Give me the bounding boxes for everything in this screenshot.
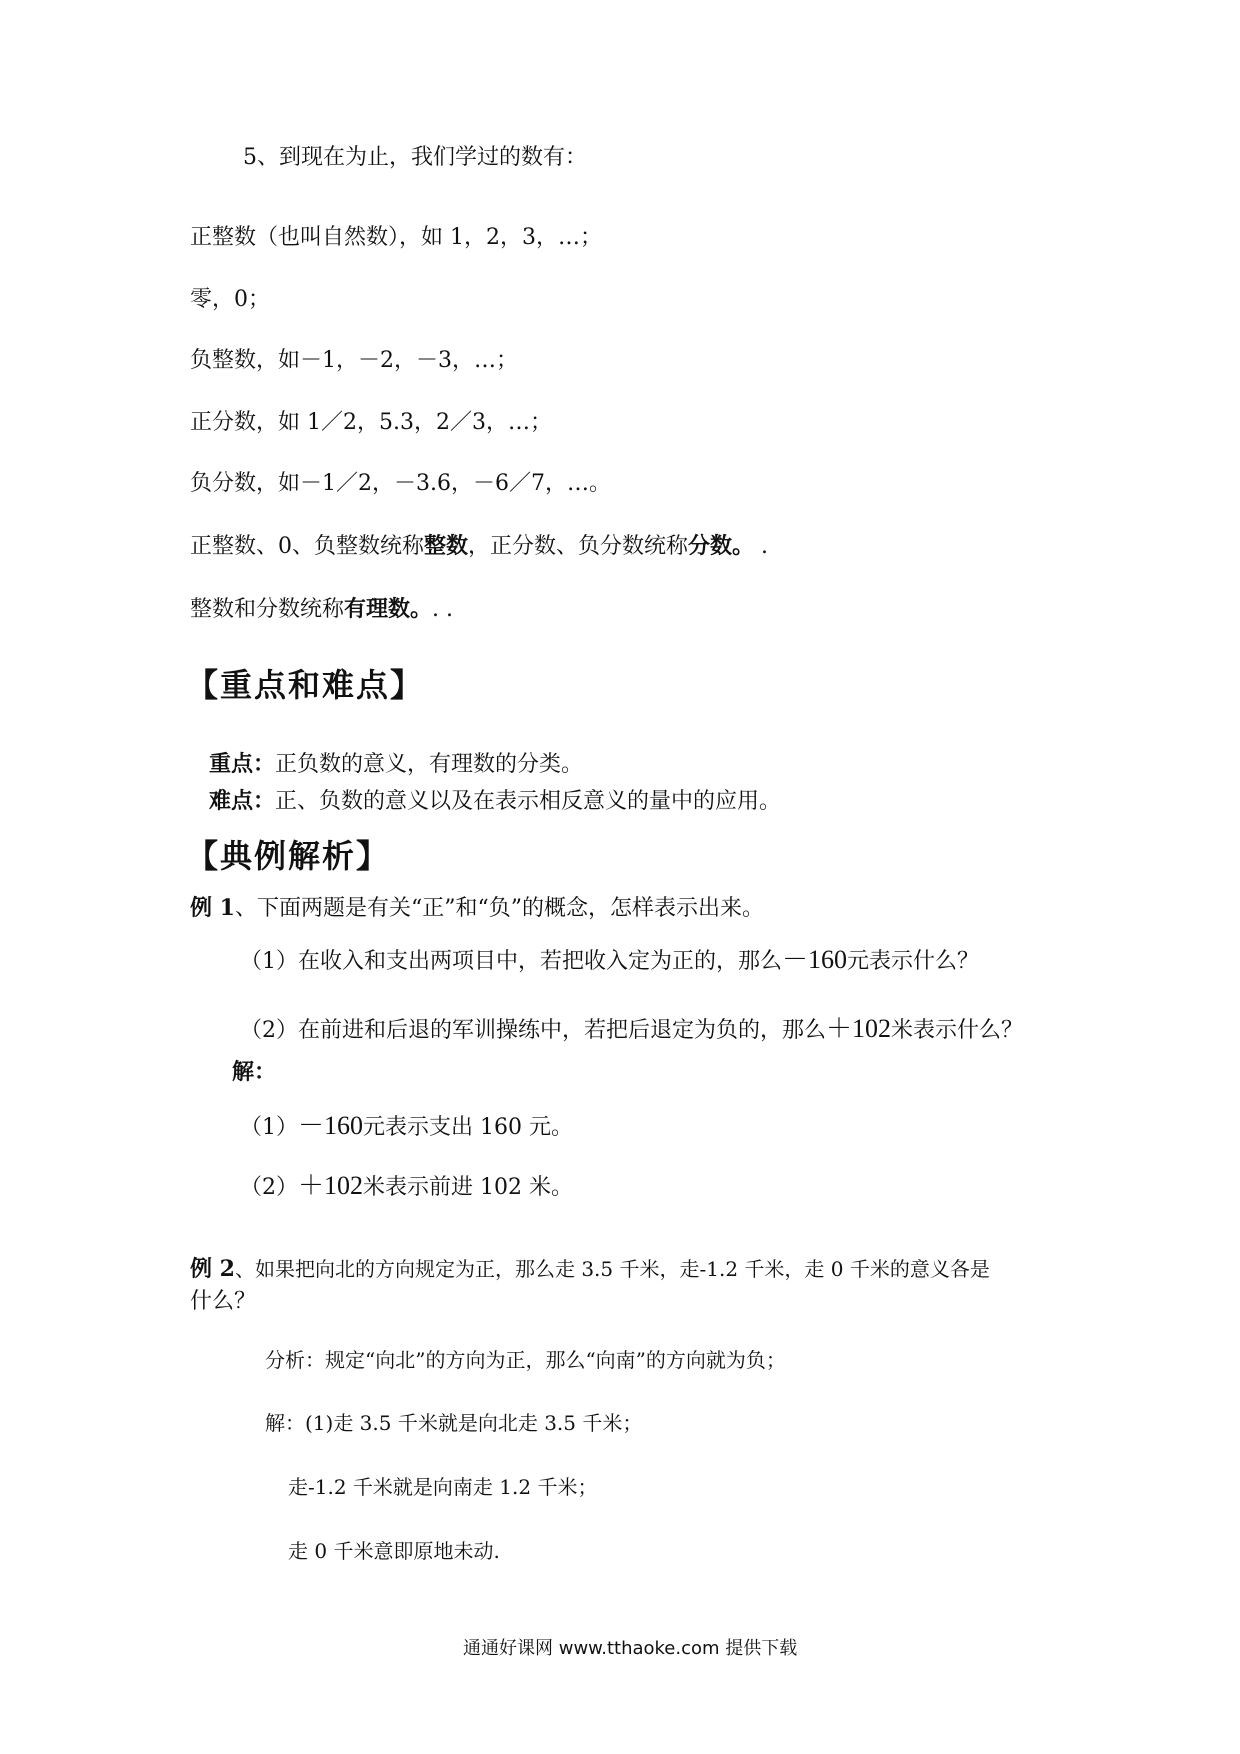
list-item: 零，0； — [190, 287, 270, 312]
summary-text: 整数和分数统称 — [190, 597, 345, 622]
question-text: （1）在收入和支出两项目中，若把收入定为正的，那么 — [240, 949, 782, 974]
focus-text: 正负数的意义，有理数的分类。 — [275, 752, 584, 777]
question-number: －160 — [782, 945, 848, 974]
question-text: （2）在前进和后退的军训操练中，若把后退定为负的，那么 — [240, 1018, 826, 1043]
list-item: 负分数，如－1／2，－3.6，－6／7，…。 — [190, 471, 611, 496]
term-rational: 有理数。 — [344, 596, 433, 622]
section-title: 5、到现在为止，我们学过的数有： — [243, 145, 587, 170]
list-item: 正整数（也叫自然数），如 1，2，3，…； — [190, 225, 602, 250]
answer-text: 米表示前进 102 米。 — [363, 1175, 573, 1200]
question-text: 米表示什么？ — [891, 1018, 1024, 1043]
example-1-statement — [190, 893, 764, 924]
example-1-text: 、下面两题是有关“正”和“负”的概念，怎样表示出来。 — [234, 896, 764, 921]
summary-text: 正整数、0、负整数统称 — [190, 534, 424, 559]
summary-line — [190, 531, 768, 562]
difficulty-line — [209, 786, 781, 817]
answer-number: ＋102 — [298, 1171, 364, 1200]
example-2-solution-1: 解：(1)走 3.5 千米就是向北走 3.5 千米； — [265, 1411, 643, 1435]
focus-label: 重点： — [209, 751, 276, 777]
difficulty-text: 正、负数的意义以及在表示相反意义的量中的应用。 — [275, 789, 782, 814]
example-2-solution-2: 走-1.2 千米就是向南走 1.2 千米； — [288, 1475, 598, 1499]
example-1-question-1 — [240, 945, 979, 977]
focus-line — [209, 749, 583, 780]
term-integer: 整数 — [424, 533, 469, 559]
summary-line — [190, 594, 453, 625]
heading-key-points: 【重点和难点】 — [186, 666, 425, 704]
answer-text: （1） — [240, 1115, 298, 1140]
example-2-text: 、如果把向北的方向规定为正，那么走 3.5 千米，走-1.2 千米，走 0 千米的意义各是 — [234, 1257, 990, 1281]
example-2-statement — [190, 1254, 990, 1285]
example-2-solution-3: 走 0 千米意即原地未动. — [288, 1539, 500, 1563]
heading-examples: 【典例解析】 — [186, 837, 391, 875]
term-fraction: 分数。 — [688, 533, 755, 559]
example-1-question-2 — [240, 1014, 1023, 1046]
example-1-answer-1 — [240, 1111, 573, 1143]
list-item: 负整数，如－1，－2，－3，…； — [190, 348, 518, 373]
solution-label: 解： — [232, 1059, 277, 1085]
example-1-label: 例 1 — [190, 895, 235, 921]
difficulty-label: 难点： — [209, 788, 276, 814]
answer-number: －160 — [298, 1111, 364, 1140]
summary-text: ，正分数、负分数统称 — [468, 534, 689, 559]
example-2-label: 例 2 — [190, 1256, 235, 1282]
stray-mark: . . — [432, 597, 454, 622]
answer-text: （2） — [240, 1175, 298, 1200]
example-2-statement-cont: 什么？ — [190, 1289, 257, 1314]
page-footer: 通通好课网 www.tthaoke.com 提供下载 — [463, 1638, 798, 1659]
question-text: 元表示什么？ — [847, 949, 980, 974]
example-2-analysis: 分析：规定“向北”的方向为正，那么“向南”的方向就为负； — [265, 1348, 786, 1372]
answer-text: 元表示支出 160 元。 — [363, 1115, 573, 1140]
question-number: ＋102 — [826, 1014, 892, 1043]
stray-mark: . — [754, 534, 769, 559]
list-item: 正分数，如 1／2，5.3，2／3，…； — [190, 410, 552, 435]
example-1-answer-2 — [240, 1171, 573, 1203]
